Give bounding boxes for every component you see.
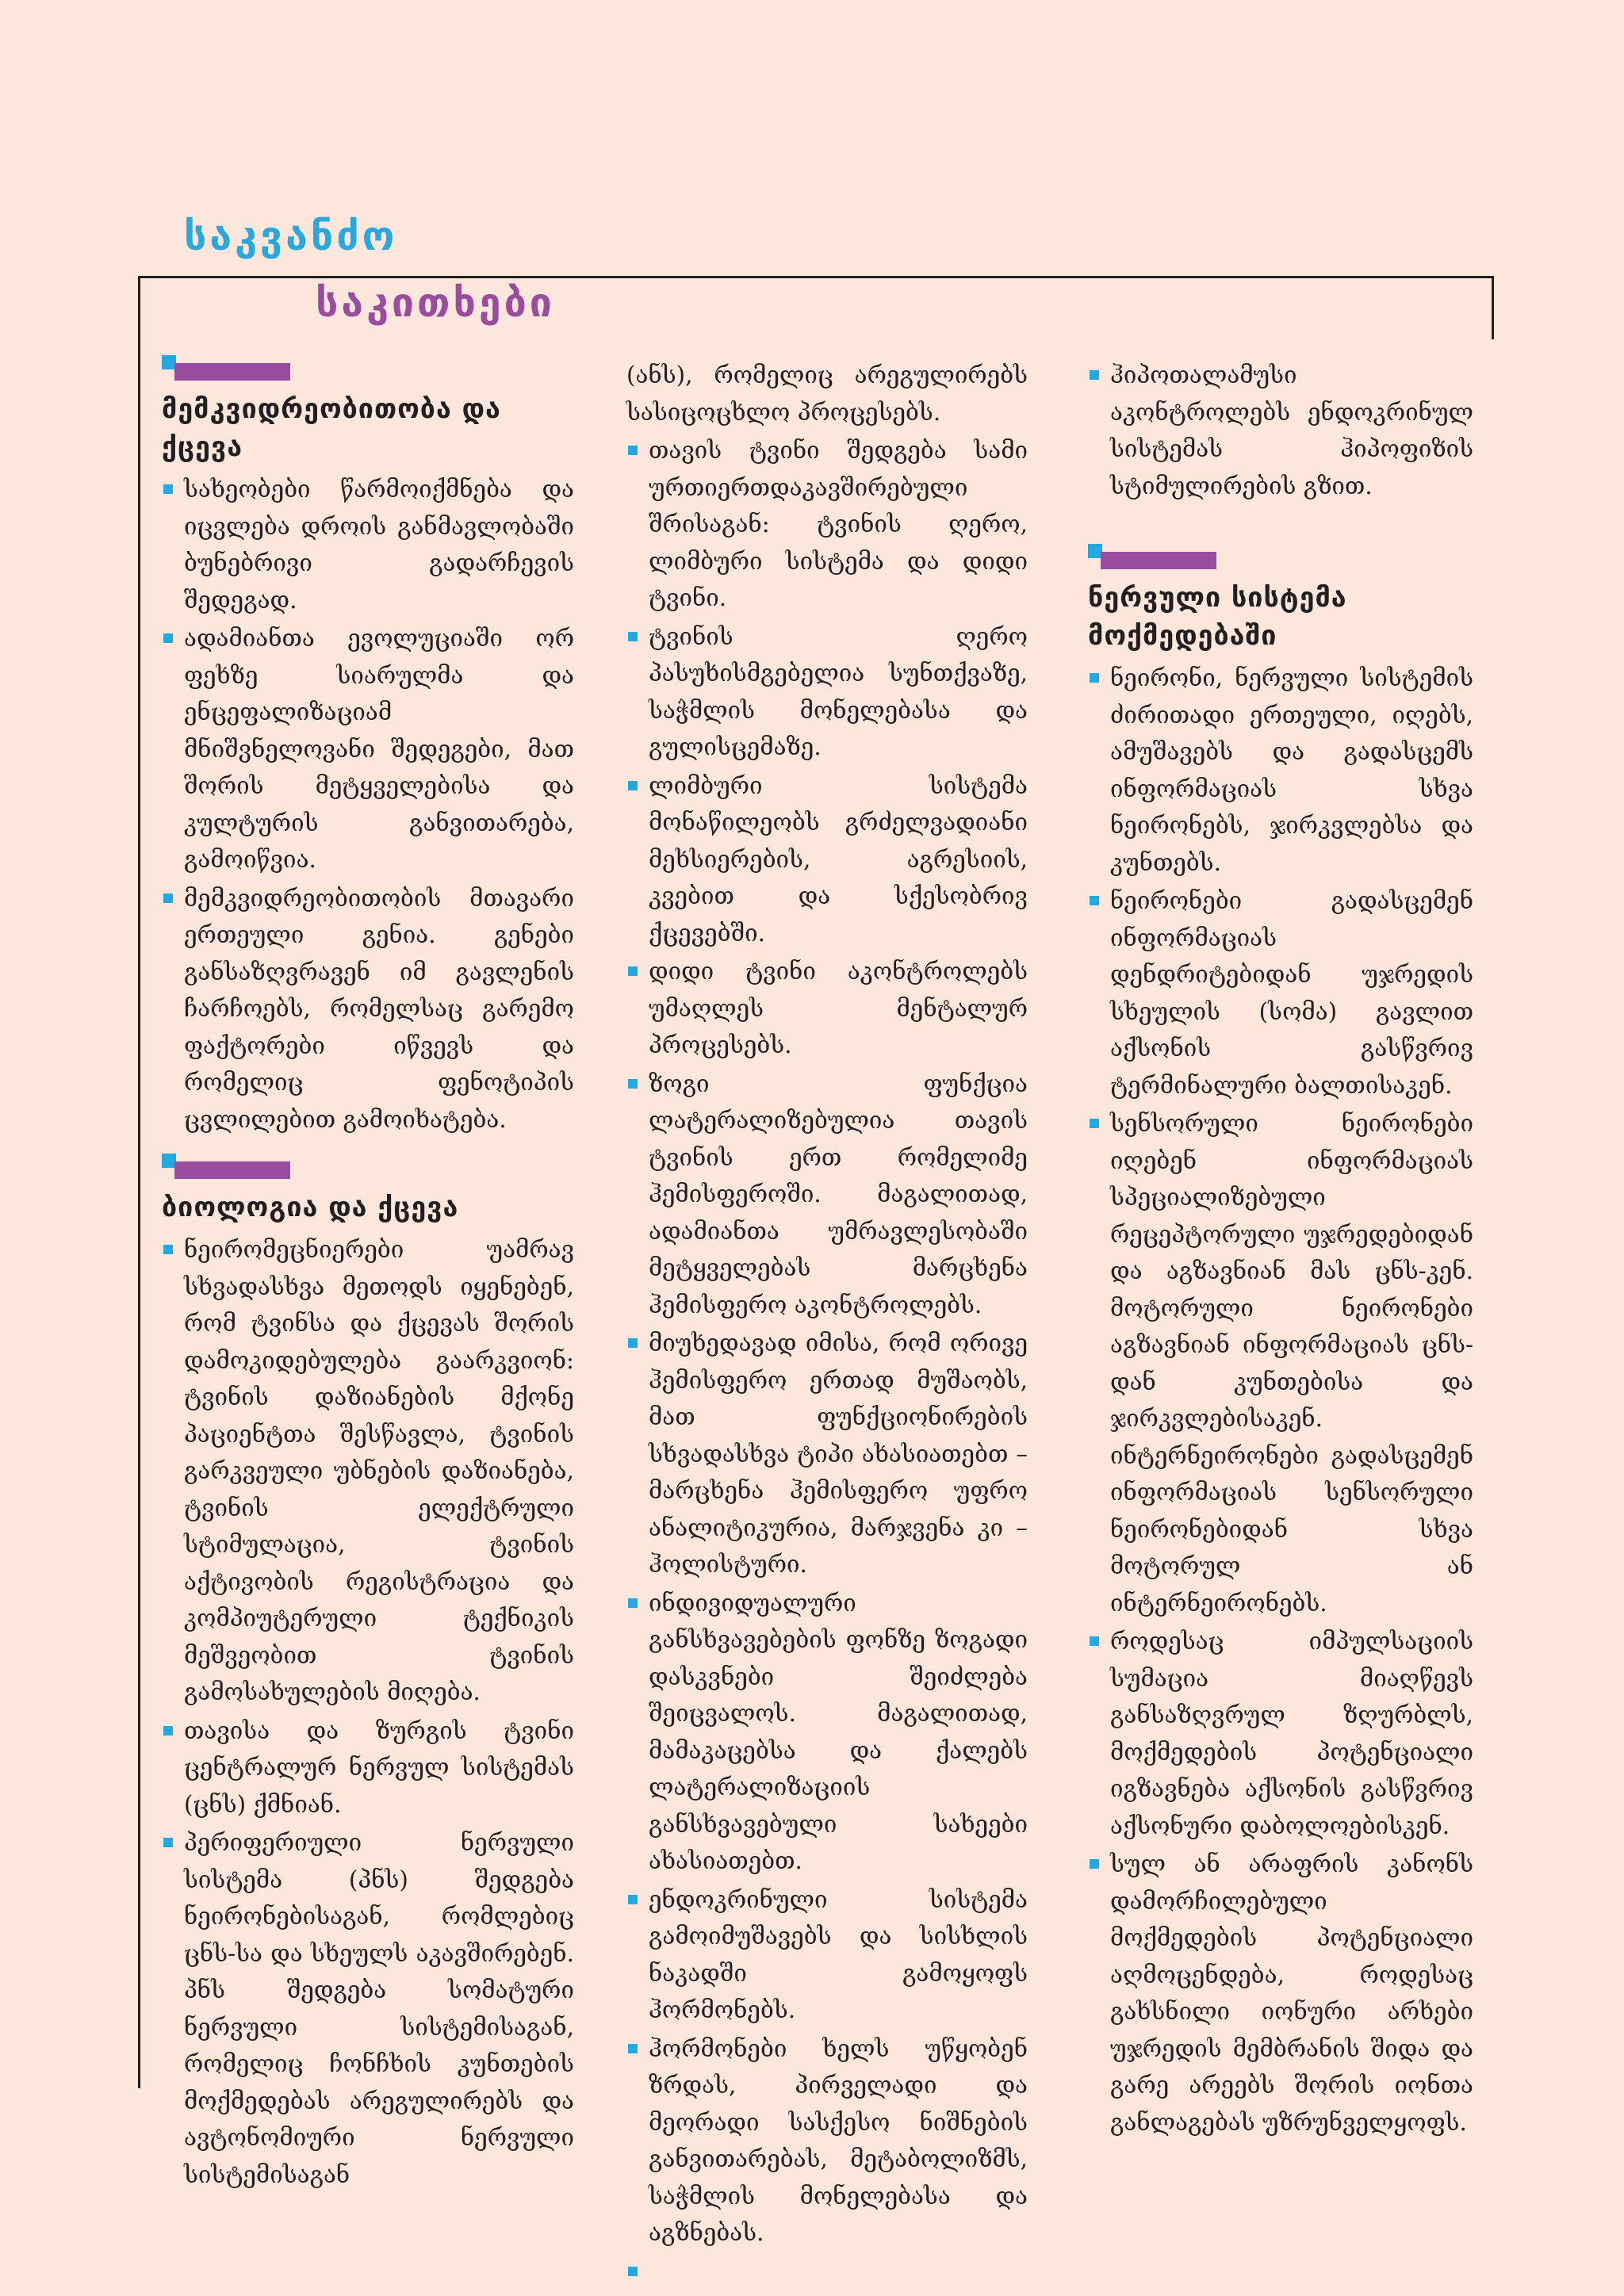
list-item <box>162 1231 574 1711</box>
bullet-list-hypothalamus <box>1088 357 1473 504</box>
bullet-icon <box>628 632 638 641</box>
bullet-icon <box>1090 1636 1099 1646</box>
list-item <box>162 471 574 618</box>
column-3 <box>1088 357 1473 2156</box>
bullet-icon <box>628 2044 638 2053</box>
list-item <box>162 1824 574 2193</box>
list-item-text: ჰორმონები ხელს უწყობენ ზრდას, პირველადი და მეორადი სასქესო ნიშნების განვითარებას, მეტაბოლიზმს, საჭმლის მონელებასა და აგზნებას. <box>649 2034 1028 2246</box>
list-item <box>626 1325 1028 1583</box>
list-item-text: თავისა და ზურგის ტვინი ცენტრალურ ნერვულ სისტემას (ცნს) ქმნიან. <box>184 1716 574 1818</box>
list-item-text: ჰიპოთალამუსი აკონტროლებს ენდოკრინულ სისტემას ჰიპოფიზის სტიმულირების გზით. <box>1110 362 1473 499</box>
list-item-text: როდესაც იმპულსაციის სუმაცია მიაღწევს განსაზღვრულ ზღურბლს, მოქმედების პოტენციალი იგზავნება აქსონის გასწვრივ აქსონური დაბოლოებისკენ. <box>1110 1628 1473 1839</box>
section-marker <box>162 1154 574 1181</box>
bullet-list-heredity <box>162 471 574 1138</box>
bullet-icon <box>163 1245 173 1254</box>
bullet-list-nervous-system <box>1088 660 1473 2141</box>
bullet-icon <box>628 966 638 976</box>
list-item-text: მიუხედავად იმისა, რომ ორივე ჰემისფერო ერთად მუშაობს, მათ ფუნქციონირების სხვადასხვა ტიპი ახასიათებთ – მარცხენა ჰემისფერო უფრო ანალიტიკურია, მარჯვენა კი – ჰოლისტური. <box>649 1330 1028 1578</box>
bullet-icon <box>1090 1859 1099 1869</box>
list-item <box>626 432 1028 617</box>
column-1 <box>162 355 574 2209</box>
list-item-text: ლიმბური სისტემა მონაწილეობს გრძელვადიანი მეხსიერების, აგრესიის, კვებით და სქესობრივ ქცევებში. <box>649 771 1028 947</box>
list-item-text: ნეირომეცნიერები უამრავ სხვადასხვა მეთოდს იყენებენ, რომ ტვინსა და ქცევას შორის დამოკიდებულება გაარკვიონ: ტვინის დაზიანების მქონე პაციენტთა შესწავლა, ტვინის გარკვეული უბნების დაზიანება, ტვინის ელექტრული სტიმულაცია, ტვინის აქტივობის რეგისტრაცია და კომპიუტერული ტექნიკის მეშვეობით ტვინის გამოსახულების მიღება. <box>184 1236 574 1705</box>
bullet-icon <box>628 1598 638 1608</box>
list-item <box>1088 1623 1473 1844</box>
list-item <box>626 618 1028 766</box>
bullet-icon <box>1090 1119 1099 1128</box>
list-item-text: ენდოკრინული სისტემა გამოიმუშავებს და სისხლის ნაკადში გამოყოფს ჰორმონებს. <box>649 1885 1028 2023</box>
section-marker <box>1088 544 1473 571</box>
list-item <box>162 880 574 1138</box>
list-item-text: ზოგი ფუნქცია ლატერალიზებულია თავის ტვინის ერთ რომელიმე ჰემისფეროში. მაგალითად, ადამიანთა უმრავლესობაში მეტყველებას მარცხენა ჰემისფერო აკონტროლებს. <box>649 1070 1028 1318</box>
bullet-list-biology <box>162 1231 574 2193</box>
list-item-text: სახეობები წარმოიქმნება და იცვლება დროის განმავლობაში ბუნებრივი გადარჩევის შედეგად. <box>184 476 574 614</box>
column-2 <box>626 357 1028 2267</box>
section-marker <box>162 355 574 382</box>
bullet-icon <box>163 894 173 903</box>
section-heading-heredity: მემკვიდრეობითობა და ქცევა <box>162 393 501 463</box>
list-item-text: ნეირონები გადასცემენ ინფორმაციას დენდრიტებიდან უჯრედის სხეულის (სომა) გავლით აქსონის გასწვრივ ტერმინალური ბალთისაკენ. <box>1110 887 1473 1099</box>
list-item <box>626 2030 1028 2252</box>
bullet-icon <box>1090 673 1099 683</box>
continued-text: (ანს), რომელიც არეგულირებს სასიცოცხლო პროცესებს. <box>626 362 1028 426</box>
list-item-text: პერიფერიული ნერვული სისტემა (პნს) შედგება ნეირონებისაგან, რომლებიც ცნს-სა და სხეულს აკავშირებენ. პნს შედგება სომატური ნერვული სისტემისაგან, რომელიც ჩონჩხის კუნთების მოქმედებას არეგულირებს და ავტონომიური ნერვული სისტემისაგან <box>184 1829 574 2188</box>
frame-right-rule <box>1492 276 1494 339</box>
list-item <box>1088 1105 1473 1621</box>
section-heading-biology: ბიოლოგია და ქცევა <box>162 1192 459 1223</box>
section-heading-nervous-system: ნერვული სისტემა მოქმედებაში <box>1088 582 1347 652</box>
bullet-icon <box>628 781 638 790</box>
bullet-icon <box>1090 370 1099 380</box>
list-item-text: ადამიანთა ევოლუციაში ორ ფეხზე სიარულმა და ენცეფალიზაციამ მნიშვნელოვანი შედეგები, მათ შორის მეტყველებისა და კულტურის განვითარება, გამოიწვია. <box>184 625 574 873</box>
list-item-text: მემკვიდრეობითობის მთავარი ერთეული გენია. გენები განსაზღვრავენ იმ გავლენის ჩარჩოებს, რომელსაც გარემო ფაქტორები იწვევს და რომელიც ფენოტიპის ცვლილებით გამოიხატება. <box>184 884 574 1133</box>
list-item-text: ინდივიდუალური განსხვავებების ფონზე ზოგადი დასკვნები შეიძლება შეიცვალოს. მაგალითად, მამაკაცებსა და ქალებს ლატერალიზაციის განსხვავებული სახეები ახასიათებთ. <box>649 1589 1028 1874</box>
list-item <box>626 953 1028 1064</box>
list-item-text: სულ ან არაფრის კანონს დამორჩილებული მოქმედების პოტენციალი აღმოცენდება, როდესაც გახსნილი იონური არხები უჯრედის მემბრანის შიდა და გარე არეებს შორის იონთა განლაგებას უზრუნველყოფს. <box>1110 1850 1473 2136</box>
list-item <box>162 620 574 878</box>
list-item-text: თავის ტვინი შედგება სამი ურთიერთდაკავშირებული შრისაგან: ტვინის ღერო, ლიმბური სისტემა და დიდი ტვინი. <box>649 437 1028 611</box>
bullet-icon <box>628 446 638 455</box>
bullet-icon <box>163 484 173 494</box>
bullet-icon <box>628 2267 638 2276</box>
list-item <box>162 1712 574 1823</box>
list-item <box>1088 660 1473 881</box>
list-item-text: ნეირონი, ნერვული სისტემის ძირითადი ერთეული, იღებს, ამუშავებს და გადასცემს ინფორმაციას სხვა ნეირონებს, ჯირკვლებსა და კუნთებს. <box>1110 664 1473 876</box>
list-item <box>626 1881 1028 2029</box>
page-title-line-2: საკითხები <box>316 280 555 326</box>
page-title-line-1: საკვანძო <box>184 213 398 259</box>
bullet-icon <box>163 633 173 643</box>
list-item-text: დიდი ტვინი აკონტროლებს უმაღლეს მენტალურ პროცესებს. <box>649 958 1028 1058</box>
marker-bar <box>174 1161 290 1179</box>
marker-bar <box>174 363 290 381</box>
bullet-icon <box>628 1079 638 1089</box>
list-item <box>1088 357 1473 504</box>
marker-bar <box>1101 552 1216 569</box>
bullet-icon <box>1090 896 1099 905</box>
list-item <box>626 1585 1028 1880</box>
list-item <box>626 1066 1028 1324</box>
spacer <box>1088 520 1473 544</box>
frame-top-rule <box>138 276 1494 278</box>
bullet-icon <box>628 1895 638 1904</box>
bullet-icon <box>163 1726 173 1735</box>
list-item-text: ტვინის ღერო პასუხისმგებელია სუნთქვაზე, საჭმლის მონელებასა და გულისცემაზე. <box>649 622 1028 760</box>
frame-left-rule <box>138 276 140 2088</box>
list-item <box>1088 1846 1473 2141</box>
list-item <box>626 767 1028 952</box>
bullet-icon <box>628 1338 638 1348</box>
list-item <box>1088 882 1473 1104</box>
bullet-list-brain <box>626 432 1028 2252</box>
list-item-text: სენსორული ნეირონები იღებენ ინფორმაციას სპეციალიზებული რეცეპტორული უჯრედებიდან და აგზავნიან მას ცნს-კენ. მოტორული ნეირონები აგზავნიან ინფორმაციას ცნს-დან კუნთებისა და ჯირკვლებისაკენ. ინტერნეირონები გადასცემენ ინფორმაციას სენსორული ნეირონებიდან სხვა მოტორულ ან ინტერნეირონებს. <box>1110 1110 1473 1617</box>
bullet-icon <box>163 1838 173 1847</box>
